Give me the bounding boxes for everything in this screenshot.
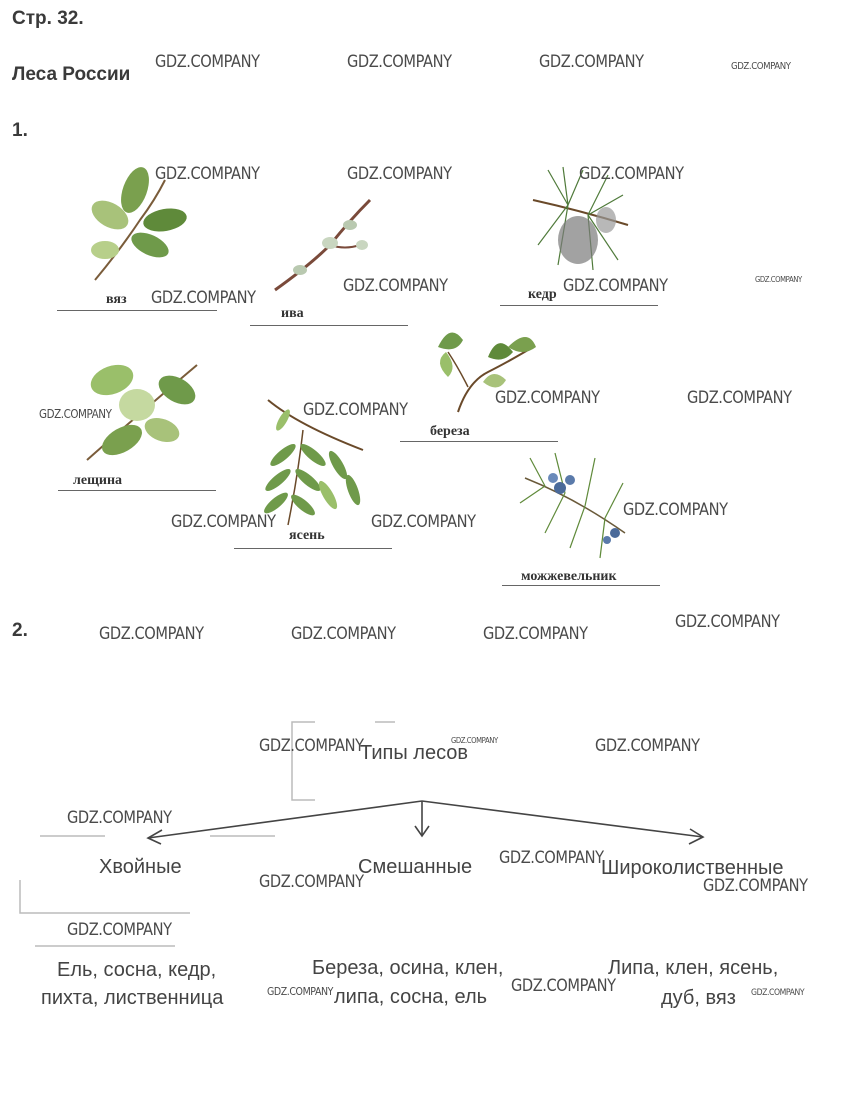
watermark: GDZ.COMPANY bbox=[67, 808, 172, 828]
watermark: GDZ.COMPANY bbox=[675, 612, 780, 632]
diagram-root: Типы лесов bbox=[360, 742, 469, 764]
watermark: GDZ.COMPANY bbox=[483, 624, 588, 644]
watermark: GDZ.COMPANY bbox=[687, 388, 792, 408]
watermark: GDZ.COMPANY bbox=[259, 872, 364, 892]
plant-label-ash: ясень bbox=[289, 528, 325, 543]
watermark: GDZ.COMPANY bbox=[579, 164, 684, 184]
watermark: GDZ.COMPANY bbox=[155, 52, 260, 72]
watermark: GDZ.COMPANY bbox=[495, 388, 600, 408]
forest-type-mixed: Смешанные bbox=[358, 856, 473, 878]
watermark: GDZ.COMPANY bbox=[751, 988, 805, 998]
watermark: GDZ.COMPANY bbox=[259, 736, 364, 756]
plant-label-birch: береза bbox=[430, 424, 470, 439]
plant-label-willow: ива bbox=[281, 306, 304, 321]
plant-label-hazel: лещина bbox=[73, 473, 123, 488]
task-1-number: 1. bbox=[12, 120, 28, 141]
broadleaf-trees-line-2: дуб, вяз bbox=[661, 987, 736, 1009]
watermark: GDZ.COMPANY bbox=[99, 624, 204, 644]
watermark: GDZ.COMPANY bbox=[347, 52, 452, 72]
forest-type-broadleaf: Широколиственные bbox=[601, 857, 784, 879]
watermark: GDZ.COMPANY bbox=[623, 500, 728, 520]
watermark: GDZ.COMPANY bbox=[563, 276, 668, 296]
watermark: GDZ.COMPANY bbox=[343, 276, 448, 296]
watermark: GDZ.COMPANY bbox=[511, 976, 616, 996]
page-number: Стр. 32. bbox=[12, 8, 84, 29]
task-2-number: 2. bbox=[12, 620, 28, 641]
mixed-trees-line-1: Береза, осина, клен, bbox=[312, 957, 504, 979]
watermark: GDZ.COMPANY bbox=[499, 848, 604, 868]
plant-label-elm: вяз bbox=[106, 292, 127, 307]
watermark: GDZ.COMPANY bbox=[755, 275, 802, 284]
watermark: GDZ.COMPANY bbox=[39, 407, 112, 421]
plant-label-juniper: можжевельник bbox=[521, 569, 617, 584]
watermark: GDZ.COMPANY bbox=[595, 736, 700, 756]
watermark: GDZ.COMPANY bbox=[267, 985, 334, 998]
watermark: GDZ.COMPANY bbox=[171, 512, 276, 532]
watermark: GDZ.COMPANY bbox=[67, 920, 172, 940]
watermark: GDZ.COMPANY bbox=[371, 512, 476, 532]
broadleaf-trees-line-1: Липа, клен, ясень, bbox=[608, 957, 779, 979]
watermark: GDZ.COMPANY bbox=[303, 400, 408, 420]
watermark: GDZ.COMPANY bbox=[731, 61, 791, 72]
watermark: GDZ.COMPANY bbox=[155, 164, 260, 184]
forest-type-coniferous: Хвойные bbox=[99, 856, 182, 878]
watermark: GDZ.COMPANY bbox=[347, 164, 452, 184]
coniferous-trees-line-2: пихта, лиственница bbox=[41, 987, 224, 1009]
mixed-trees-line-2: липа, сосна, ель bbox=[334, 986, 488, 1008]
watermark: GDZ.COMPANY bbox=[291, 624, 396, 644]
watermark: GDZ.COMPANY bbox=[539, 52, 644, 72]
watermark: GDZ.COMPANY bbox=[151, 288, 256, 308]
page-title: Леса России bbox=[12, 64, 131, 85]
watermark: GDZ.COMPANY bbox=[703, 876, 808, 896]
plant-label-cedar: кедр bbox=[528, 287, 557, 302]
watermark: GDZ.COMPANY bbox=[451, 736, 498, 745]
coniferous-trees-line-1: Ель, сосна, кедр, bbox=[57, 959, 217, 981]
